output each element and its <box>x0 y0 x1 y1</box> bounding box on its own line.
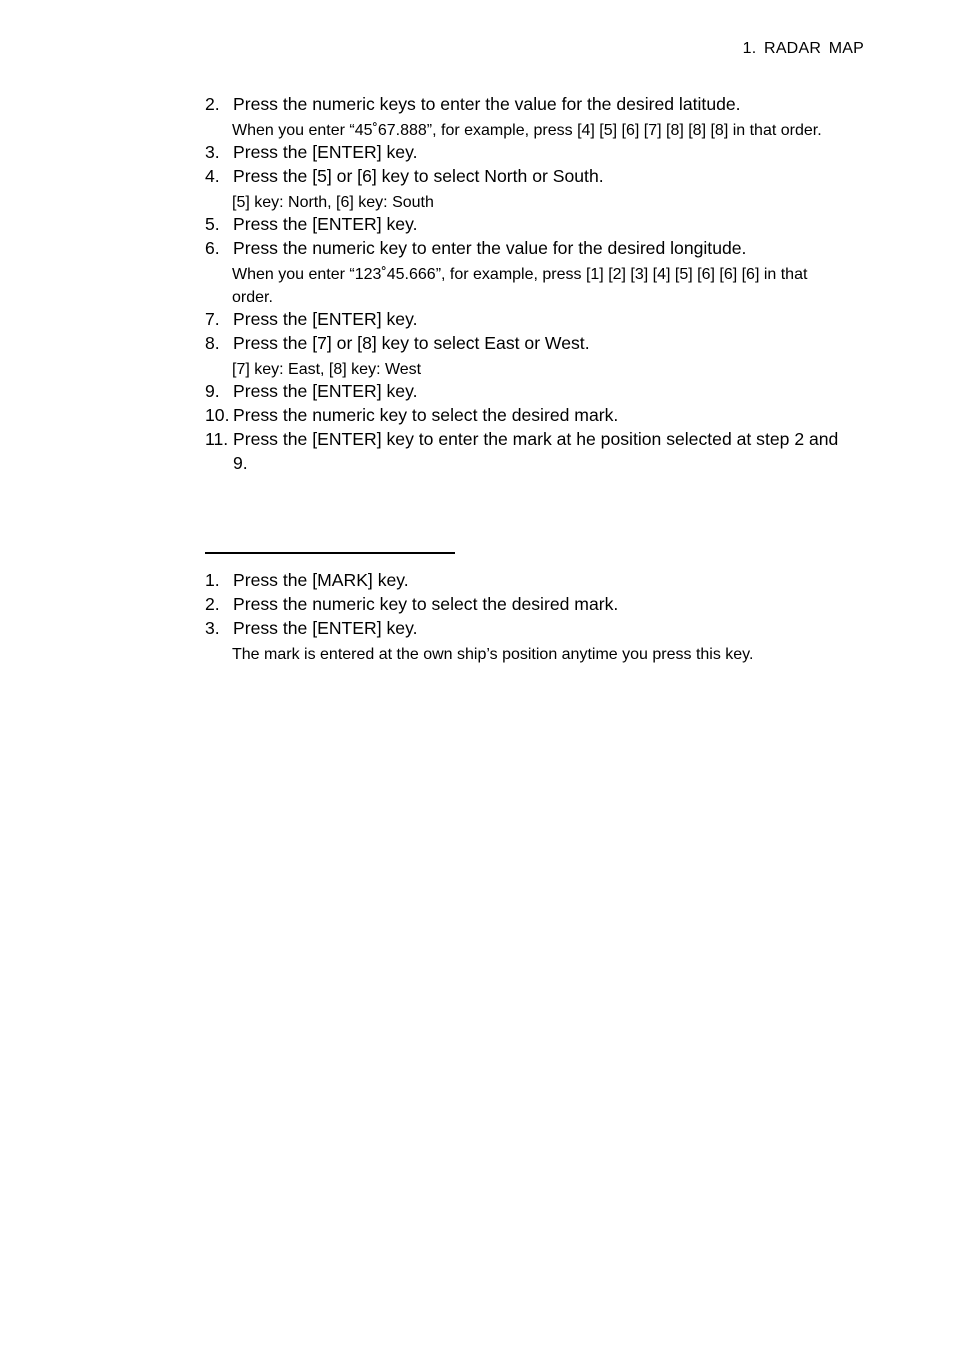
step-number: 5. <box>205 214 220 234</box>
step-note: [5] key: North, [6] key: South <box>232 194 434 211</box>
step-text: Press the [ENTER] key. <box>233 214 418 234</box>
step-item <box>205 92 845 116</box>
step-number: 3. <box>205 142 220 162</box>
step-item <box>205 236 845 260</box>
step-text: Press the [5] or [6] key to select North or South. <box>233 166 604 186</box>
step-text: Press the numeric key to select the desired mark. <box>233 405 619 425</box>
step-item <box>205 568 845 592</box>
step-item <box>205 592 845 616</box>
step-item <box>205 140 845 164</box>
step-item <box>205 212 845 236</box>
step-item <box>205 379 845 403</box>
step-number: 10. <box>205 405 230 425</box>
step-number: 2. <box>205 594 220 614</box>
step-text: Press the numeric keys to enter the value for the desired latitude. <box>233 94 741 114</box>
step-number: 9. <box>205 381 220 401</box>
step-number: 8. <box>205 333 220 353</box>
step-number: 2. <box>205 94 220 114</box>
step-text: Press the [MARK] key. <box>233 570 409 590</box>
step-number: 11. <box>205 429 229 449</box>
step-note: When you enter “45˚67.888”, for example, press [4] [5] [6] [7] [8] [8] [8] in that order. <box>232 122 822 139</box>
step-text: Press the [ENTER] key to enter the mark at he position selected at step 2 and 9. <box>233 429 839 473</box>
step-item <box>205 616 845 640</box>
step-item <box>205 164 845 188</box>
step-note: [7] key: East, [8] key: West <box>232 361 422 378</box>
step-text: Press the numeric key to enter the value for the desired longitude. <box>233 238 747 258</box>
step-text: Press the numeric key to select the desired mark. <box>233 594 619 614</box>
step-text: Press the [ENTER] key. <box>233 142 418 162</box>
step-number: 3. <box>205 618 220 638</box>
procedure-list-position-entry <box>205 92 845 475</box>
step-item <box>205 403 845 427</box>
step-text: Press the [7] or [8] key to select East or West. <box>233 333 590 353</box>
step-note: The mark is entered at the own ship’s position anytime you press this key. <box>232 646 754 663</box>
step-number: 7. <box>205 309 220 329</box>
step-text: Press the [ENTER] key. <box>233 381 418 401</box>
step-number: 6. <box>205 238 220 258</box>
procedure-list-own-ship-mark <box>205 568 845 664</box>
step-number: 1. <box>205 570 220 590</box>
step-item <box>205 427 845 475</box>
step-item <box>205 307 845 331</box>
step-item <box>205 331 845 355</box>
step-text: Press the [ENTER] key. <box>233 309 418 329</box>
running-header: 1. RADAR MAP <box>742 40 864 57</box>
step-text: Press the [ENTER] key. <box>233 618 418 638</box>
step-number: 4. <box>205 166 220 186</box>
step-note: When you enter “123˚45.666”, for example, press [1] [2] [3] [4] [5] [6] [6] [6] in that order. <box>232 266 808 306</box>
section-divider <box>205 552 455 554</box>
